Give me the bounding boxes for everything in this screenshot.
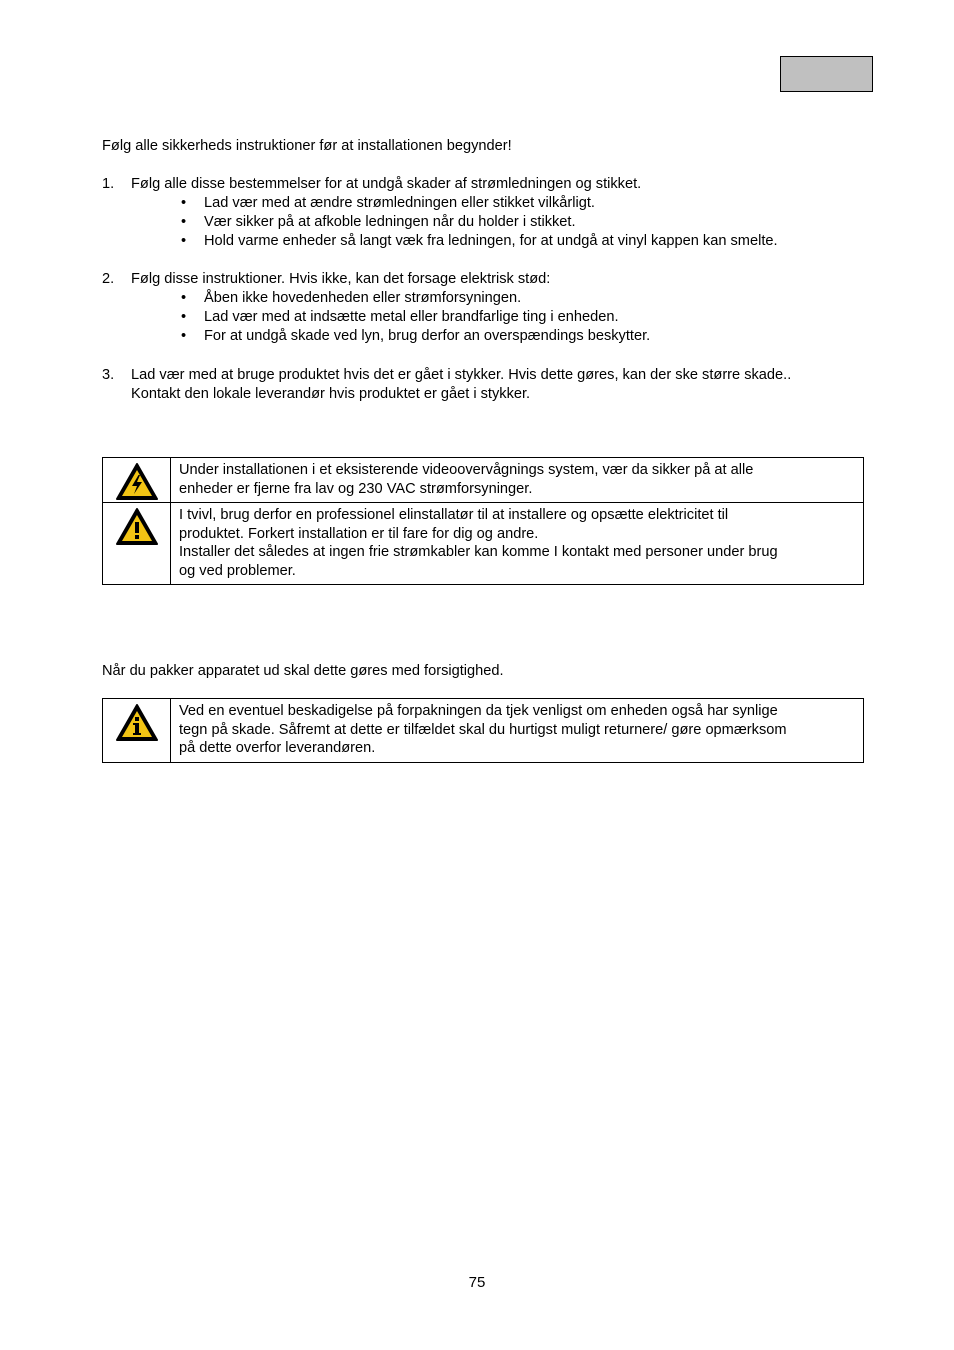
page-number: 75 (468, 1274, 486, 1291)
warning-line: I tvivl, brug derfor en professionel elinstallatør til at installere og opsætte elektricitet til (179, 507, 729, 523)
information-icon (115, 703, 159, 742)
info-line: Ved en eventuel beskadigelse på forpakningen da tjek venligst om enheden også har synlige (179, 703, 778, 719)
bullet-item: • Vær sikker på at afkoble ledningen når du holder i stikket. (175, 213, 882, 232)
info-row (103, 699, 864, 763)
warning-text (171, 458, 864, 503)
high-voltage-icon (115, 462, 159, 501)
intro-text: Følg alle sikkerheds instruktioner før at installationen begynder! (102, 138, 512, 154)
rule-text: Lad vær med at bruge produktet hvis det er gået i stykker. Hvis dette gøres, kan der ske større skade.. (131, 367, 792, 383)
bullet-item: • Åben ikke hovedenheden eller strømforsyningen. (175, 289, 882, 308)
warning-line: Under installationen i et eksisterende videoovervågnings system, vær da sikker på at alle (179, 462, 754, 478)
bullet-list (102, 289, 882, 347)
info-table (102, 698, 864, 763)
caution-icon (115, 507, 159, 546)
bullet-item: • Lad vær med at indsætte metal eller brandfarlige ting i enheden. (175, 308, 882, 327)
bullet-item: • For at undgå skade ved lyn, brug derfor an overspændings beskytter. (175, 327, 882, 346)
info-line: tegn på skade. Såfremt at dette er tilfældet skal du hurtigst muligt returnere/ gøre opmærksom (179, 721, 787, 738)
warning-line: og ved problemer. (179, 562, 296, 579)
language-tab (780, 56, 873, 92)
bullet-list (102, 194, 882, 252)
icon-cell (103, 699, 171, 763)
warning-line: Installer det således at ingen frie strømkabler kan komme I kontakt med personer under brug (179, 544, 778, 560)
warning-row (103, 458, 864, 503)
bullet-item: • Hold varme enheder så langt væk fra ledningen, for at undgå at vinyl kappen kan smelte. (175, 232, 882, 251)
rule-text: Følg disse instruktioner. Hvis ikke, kan det forsage elektrisk stød: (131, 271, 551, 287)
rule-number: 2. (102, 271, 115, 287)
icon-cell (103, 503, 171, 585)
warning-line: enheder er fjerne fra lav og 230 VAC strømforsyninger. (179, 480, 533, 497)
warning-text (171, 503, 864, 585)
warning-table (102, 457, 864, 585)
rule-3 (102, 366, 882, 403)
rule-number: 1. (102, 176, 115, 192)
rule-2 (102, 270, 882, 346)
info-text (171, 699, 864, 763)
info-line: på dette overfor leverandøren. (179, 740, 376, 756)
rule-1 (102, 175, 882, 251)
icon-cell (103, 458, 171, 503)
rule-number: 3. (102, 367, 115, 383)
unpacking-text: Når du pakker apparatet ud skal dette gøres med forsigtighed. (102, 663, 504, 679)
rule-text: Følg alle disse bestemmelser for at undgå skader af strømledningen og stikket. (131, 176, 642, 192)
warning-row (103, 503, 864, 585)
bullet-item: • Lad vær med at ændre strømledningen eller stikket vilkårligt. (175, 194, 882, 213)
rule-text: Kontakt den lokale leverandør hvis produktet er gået i stykker. (131, 385, 531, 402)
warning-line: produktet. Forkert installation er til fare for dig og andre. (179, 525, 539, 542)
